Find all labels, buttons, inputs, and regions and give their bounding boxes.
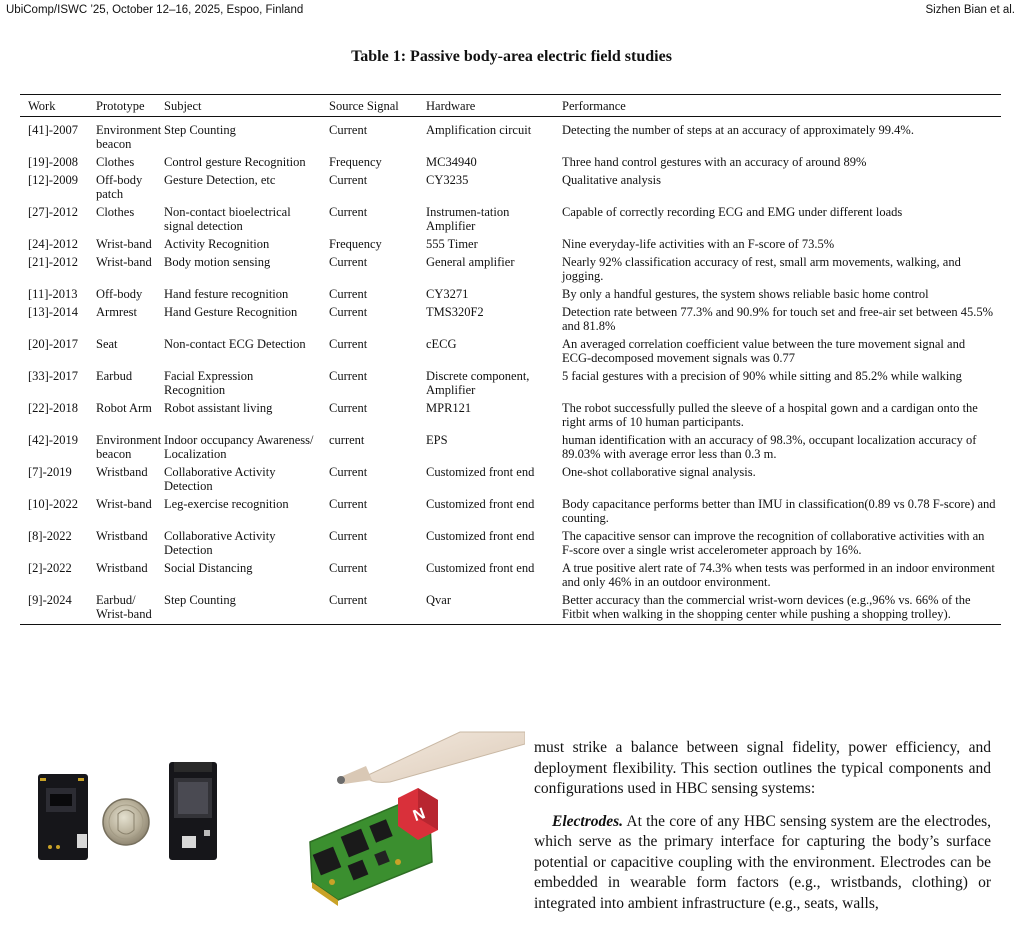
cell-work: [9]-2024 [28,593,72,607]
cell-source-signal: Current [329,287,368,301]
first-pcb-board [38,774,88,860]
cell-prototype: Wrist-band [96,237,152,251]
cell-performance: The robot successfully pulled the sleeve of a hospital gown and a cardigan onto the right arms of 10 human participants. [562,401,978,429]
cell-work: [27]-2012 [28,205,78,219]
cell-hardware: cECG [426,337,457,351]
cell-source-signal: current [329,433,365,447]
cell-performance: Capable of correctly recording ECG and EMG under different loads [562,205,903,219]
table-row [20,367,1001,399]
table-row [20,495,1001,527]
paragraph-2-text: At the core of any HBC sensing system are the electrodes, which serve as the primary interface for capturing the body’s surface potential or capacitive coupling with the environment. Electrodes can be embedded in wearable form factors (e.g., wristbands, clothing) or integrated into ambient infrastructure (e.g., seats, walls, [534,812,991,912]
cell-subject: Social Distancing [164,561,253,575]
cell-performance: Three hand control gestures with an accuracy of around 89% [562,155,867,169]
cell-work: [12]-2009 [28,173,78,187]
cell-work: [19]-2008 [28,155,78,169]
cell-work: [11]-2013 [28,287,78,301]
table-row [20,527,1001,559]
body-paragraph-2 [534,812,991,915]
cell-performance: Nearly 92% classification accuracy of rest, small arm movements, walking, and jogging. [562,255,961,283]
cell-source-signal: Current [329,497,368,511]
cell-work: [20]-2017 [28,337,78,351]
cell-prototype: Wrist-band [96,255,152,269]
table-row [20,235,1001,253]
cell-prototype: Environment beacon [96,123,162,151]
column-header-subject: Subject [164,99,202,113]
cell-prototype: Wristband [96,465,148,479]
cell-prototype: Wrist-band [96,497,152,511]
cell-prototype: Wristband [96,529,148,543]
table-caption: Table 1: Passive body-area electric field studies [351,48,672,65]
cell-prototype: Environment beacon [96,433,162,461]
cell-hardware: Customized front end [426,465,535,479]
cell-work: [8]-2022 [28,529,72,543]
cell-subject: Control gesture Recognition [164,155,306,169]
table-row [20,559,1001,591]
cell-prototype: Robot Arm [96,401,152,415]
table-row [20,399,1001,431]
table-row [20,463,1001,495]
column-header-prototype: Prototype [96,99,145,113]
pen-tip [337,732,525,784]
cell-source-signal: Current [329,205,368,219]
table-row [20,253,1001,285]
cell-work: [24]-2012 [28,237,78,251]
table-row [20,335,1001,367]
cell-source-signal: Current [329,255,368,269]
cell-work: [10]-2022 [28,497,78,511]
cell-hardware: Customized front end [426,561,535,575]
studies-table-container [20,94,1001,625]
cell-subject: Collaborative Activity Detection [164,465,276,493]
cell-performance: Detection rate between 77.3% and 90.9% for touch set and free-air set between 45.5% and 81.8% [562,305,994,333]
cell-subject: Step Counting [164,593,236,607]
cell-subject: Indoor occupancy Awareness/ Localization [164,433,314,461]
cell-subject: Step Counting [164,123,236,137]
cell-performance: The capacitive sensor can improve the recognition of collaborative activities with an F-score over a single wrist accelerometer approach by 16%. [562,529,985,557]
cell-performance: human identification with an accuracy of 98.3%, occupant localization accuracy of 89.03% with average error less than 0.3 m. [562,433,977,461]
cell-prototype: Earbud [96,369,133,383]
cell-hardware: 555 Timer [426,237,478,251]
cell-performance: An averaged correlation coefficient value between the ture movement signal and ECG-decomposed movement signals was 0.77 [562,337,966,365]
cell-hardware: MC34940 [426,155,477,169]
table-row [20,117,1001,154]
cell-subject: Collaborative Activity Detection [164,529,276,557]
cell-work: [33]-2017 [28,369,78,383]
running-header-venue: UbiComp/ISWC ’25, October 12–16, 2025, Espoo, Finland [6,4,304,16]
cell-work: [13]-2014 [28,305,78,319]
cell-source-signal: Current [329,337,368,351]
cell-subject: Facial Expression Recognition [164,369,254,397]
cell-source-signal: Current [329,123,368,137]
table-row [20,153,1001,171]
cell-work: [41]-2007 [28,123,78,137]
cell-performance: Body capacitance performs better than IMU in classification(0.89 vs 0.78 F-score) and counting. [562,497,996,525]
studies-table [20,94,1001,625]
cell-hardware: General amplifier [426,255,515,269]
cell-hardware: Amplification circuit [426,123,532,137]
cell-source-signal: Current [329,561,368,575]
paragraph-run-in-heading: Electrodes. [552,812,624,830]
cell-hardware: MPR121 [426,401,472,415]
cell-prototype: Off-body [96,287,143,301]
cell-prototype: Earbud/ Wrist-band [96,593,152,621]
cell-subject: Activity Recognition [164,237,270,251]
cell-performance: Detecting the number of steps at an accuracy of approximately 99.4%. [562,123,914,137]
cell-hardware: Instrumen-tation Amplifier [426,205,510,233]
cell-prototype: Off-body patch [96,173,143,201]
cell-work: [21]-2012 [28,255,78,269]
cell-source-signal: Current [329,369,368,383]
cell-source-signal: Current [329,593,368,607]
hardware-photos [20,722,525,930]
cell-hardware: CY3271 [426,287,469,301]
cell-performance: Qualitative analysis [562,173,661,187]
table-row [20,171,1001,203]
cell-performance: A true positive alert rate of 74.3% when tests was performed in an indoor environment and only 46% in an outdoor environment. [562,561,995,589]
body-text-column [534,738,991,914]
column-header-performance: Performance [562,99,626,113]
column-header-source-signal: Source Signal [329,99,399,113]
cell-hardware: CY3235 [426,173,469,187]
column-header-work: Work [28,99,56,113]
running-header-authors: Sizhen Bian et al. [925,4,1015,16]
cell-source-signal: Current [329,401,368,415]
cell-performance: By only a handful gestures, the system shows reliable basic home control [562,287,929,301]
cell-subject: Robot assistant living [164,401,273,415]
cell-subject: Non-contact ECG Detection [164,337,306,351]
cell-prototype: Clothes [96,155,135,169]
cell-source-signal: Frequency [329,237,382,251]
cell-subject: Gesture Detection, etc [164,173,276,187]
cell-hardware: Customized front end [426,529,535,543]
table-row [20,203,1001,235]
cell-subject: Non-contact bioelectrical signal detection [164,205,291,233]
cell-work: [2]-2022 [28,561,72,575]
cell-hardware: Discrete component, Amplifier [426,369,530,397]
cell-source-signal: Current [329,173,368,187]
column-header-hardware: Hardware [426,99,476,113]
table-row [20,285,1001,303]
cell-prototype: Armrest [96,305,137,319]
cell-source-signal: Frequency [329,155,382,169]
second-pcb-board [169,762,217,860]
body-paragraph-1: must strike a balance between signal fidelity, power efficiency, and deployment flexibility. This section outlines the typical components and configurations used in HBC sensing systems: [534,739,991,797]
cell-performance: 5 facial gestures with a precision of 90% while sitting and 85.2% while walking [562,369,962,383]
table-row [20,303,1001,335]
cell-hardware: Qvar [426,593,451,607]
cell-prototype: Wristband [96,561,148,575]
cell-work: [7]-2019 [28,465,72,479]
cell-subject: Body motion sensing [164,255,271,269]
table-body [20,117,1001,625]
cell-work: [22]-2018 [28,401,78,415]
cell-performance: Nine everyday-life activities with an F-score of 73.5% [562,237,835,251]
cell-source-signal: Current [329,305,368,319]
cell-hardware: Customized front end [426,497,535,511]
euro-coin [103,799,149,845]
cell-source-signal: Current [329,529,368,543]
cell-prototype: Clothes [96,205,135,219]
cell-work: [42]-2019 [28,433,78,447]
cell-hardware: TMS320F2 [426,305,484,319]
cell-performance: Better accuracy than the commercial wrist-worn devices (e.g.,96% vs. 66% of the Fitbit when walking in the shopping center while pushing a shopping trolley). [562,593,971,621]
cell-prototype: Seat [96,337,118,351]
board-logo-text: N [410,805,428,826]
table-header [20,95,1001,117]
cell-performance: One-shot collaborative signal analysis. [562,465,756,479]
table-row [20,591,1001,625]
cell-source-signal: Current [329,465,368,479]
cell-subject: Hand festure recognition [164,287,289,301]
table-row [20,431,1001,463]
cell-subject: Hand Gesture Recognition [164,305,298,319]
cell-hardware: EPS [426,433,448,447]
cell-subject: Leg-exercise recognition [164,497,289,511]
